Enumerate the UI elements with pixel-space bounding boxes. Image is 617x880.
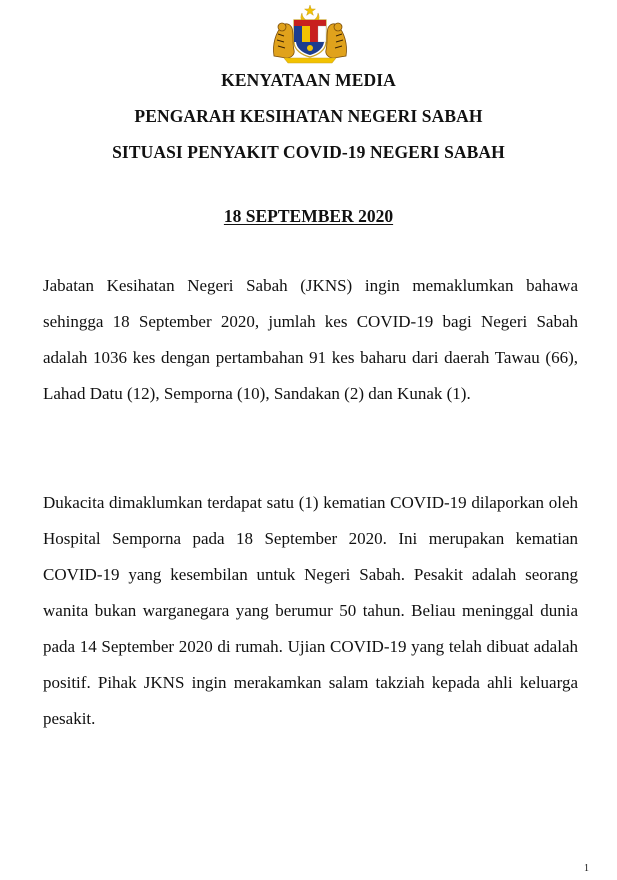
coat-of-arms-icon xyxy=(268,4,352,64)
page-number: 1 xyxy=(584,863,589,874)
paragraph-death-report: Dukacita dimaklumkan terdapat satu (1) kematian COVID-19 dilaporkan oleh Hospital Semporna pada 18 September 2020. Ini merupakan kematian COVID-19 yang kesembilan untuk Negeri Sabah. Pesakit adalah seorang wanita bukan warganegara yang berumur 50 tahun. Beliau meninggal dunia pada 14 September 2020 di rumah. Ujian COVID-19 yang telah dibuat adalah positif. Pihak JKNS ingin merakamkan salam takziah kepada ahli keluarga pesakit. xyxy=(43,493,578,728)
statement-date: 18 SEPTEMBER 2020 xyxy=(223,206,394,226)
heading-media-statement: KENYATAAN MEDIA xyxy=(221,70,396,90)
heading-director: PENGARAH KESIHATAN NEGERI SABAH xyxy=(134,106,483,126)
heading-situation: SITUASI PENYAKIT COVID-19 NEGERI SABAH xyxy=(112,142,505,162)
paragraph-case-count: Jabatan Kesihatan Negeri Sabah (JKNS) ingin memaklumkan bahawa sehingga 18 September 2020, jumlah kes COVID-19 bagi Negeri Sabah adalah 1036 kes dengan pertambahan 91 kes baharu dari daerah Tawau (66), Lahad Datu (12), Semporna (10), Sandakan (2) dan Kunak (1). xyxy=(43,276,578,403)
